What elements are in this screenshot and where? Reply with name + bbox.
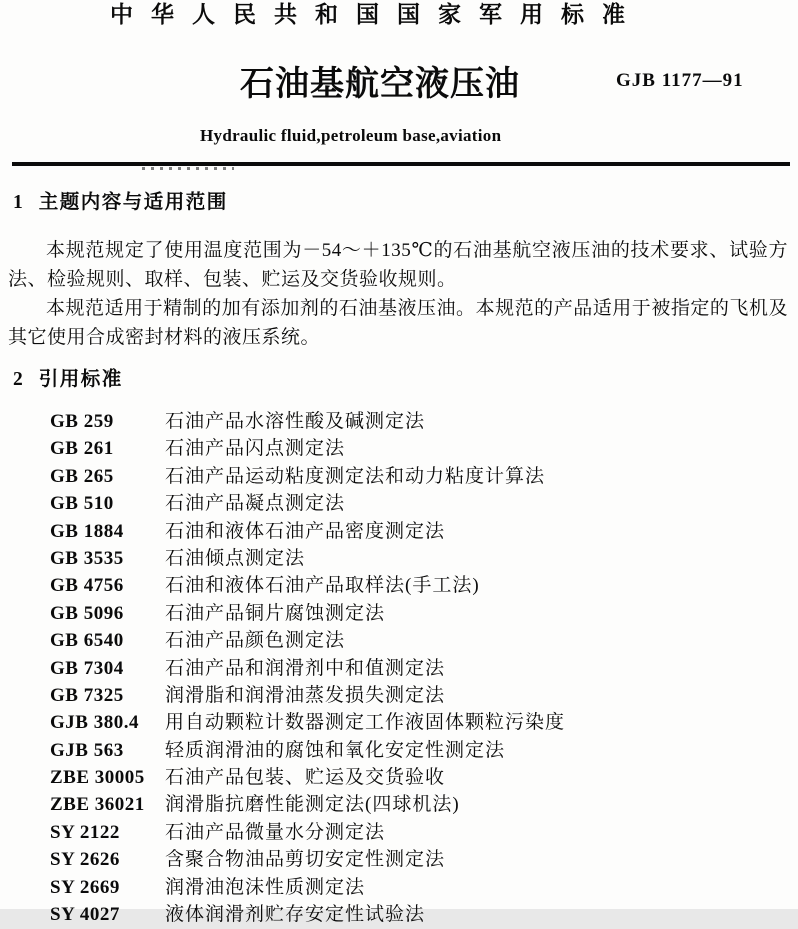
standard-code: GB 3535: [50, 547, 124, 569]
standard-list-item: [0, 846, 798, 873]
standard-code: GB 7325: [50, 684, 124, 706]
horizontal-rule: [12, 162, 790, 166]
standard-list-item: [0, 709, 798, 736]
section-2-number: 2: [13, 369, 23, 390]
standard-title: 石油产品颜色测定法: [165, 630, 346, 652]
standard-code: SY 4027: [50, 904, 120, 926]
standard-list-item: [0, 600, 798, 627]
section-1-number: 1: [13, 192, 23, 213]
standard-title: 用自动颗粒计数器测定工作液固体颗粒污染度: [165, 712, 566, 734]
standard-list-item: [0, 572, 798, 599]
standard-title: 石油产品水溶性酸及碱测定法: [165, 411, 426, 432]
standard-title: 石油产品凝点测定法: [165, 493, 346, 515]
standard-title: 石油和液体石油产品取样法(手工法): [165, 575, 480, 597]
standard-code: GB 265: [50, 465, 114, 487]
standard-code: GJB 563: [50, 739, 124, 761]
standard-code: GJB 380.4: [50, 712, 139, 734]
document-subtitle-english: Hydraulic fluid,petroleum base,aviation: [200, 126, 502, 145]
standard-code: ZBE 36021: [50, 794, 145, 816]
standard-code: GB 4756: [50, 575, 124, 597]
section-1-heading: [0, 185, 798, 214]
standard-list-item: [0, 737, 798, 764]
standard-code: GB 7304: [50, 657, 124, 679]
standard-code: GB 261: [50, 438, 114, 460]
standard-code: GB 1884: [50, 520, 124, 542]
standard-code: GB 6540: [50, 630, 124, 652]
standard-list-item: [0, 874, 798, 901]
standard-title: 石油产品闪点测定法: [165, 438, 346, 460]
scope-paragraph-1: 本规范规定了使用温度范围为－54～＋135℃的石油基航空液压油的技术要求、试验方法、检验规则、取样、包装、贮运及交货验收规则。: [8, 240, 788, 290]
document-title: 石油基航空液压油: [240, 65, 520, 103]
standard-title: 石油产品微量水分测定法: [165, 821, 386, 843]
standard-list-item: [0, 435, 798, 462]
referenced-standards-list: [0, 408, 798, 928]
standard-list-item: [0, 490, 798, 517]
standard-title: 石油产品和润滑剂中和值测定法: [165, 657, 446, 679]
standard-code: SY 2669: [50, 876, 120, 898]
standard-code: ZBE 30005: [50, 767, 145, 789]
standard-list-item: [0, 518, 798, 545]
section-2-heading: [0, 362, 798, 391]
standard-list-item: [0, 819, 798, 846]
standard-title: 石油产品运动粘度测定法和动力粘度计算法: [165, 465, 546, 487]
scan-artifact: [142, 167, 234, 170]
standard-list-item: [0, 655, 798, 682]
standard-list-item: [0, 627, 798, 654]
national-military-standard-header: 中华人民共和国国家军用标准: [110, 1, 643, 27]
standard-list-item: [0, 682, 798, 709]
standard-list-item: [0, 408, 798, 435]
standard-code: GB 510: [50, 493, 114, 515]
standard-code: SY 2122: [50, 821, 120, 843]
standard-code: GB 5096: [50, 602, 124, 624]
standard-title: 石油产品铜片腐蚀测定法: [165, 602, 386, 624]
standard-list-item: [0, 901, 798, 928]
standard-list-item: [0, 791, 798, 818]
standard-title: 石油产品包装、贮运及交货验收: [165, 767, 446, 789]
standard-list-item: [0, 545, 798, 572]
standard-list-item: [0, 463, 798, 490]
standard-list-item: [0, 764, 798, 791]
standard-title: 润滑油泡沫性质测定法: [165, 876, 366, 898]
standard-code: SY 2626: [50, 849, 120, 871]
section-2-title: 引用标准: [38, 368, 123, 390]
standard-title: 液体润滑剂贮存安定性试验法: [165, 904, 426, 926]
scope-paragraph-2: 本规范适用于精制的加有添加剂的石油基液压油。本规范的产品适用于被指定的飞机及其它使用合成密封材料的液压系统。: [8, 298, 788, 348]
standard-title: 石油倾点测定法: [165, 547, 306, 569]
standard-title: 润滑脂抗磨性能测定法(四球机法): [165, 794, 460, 816]
document-body: [0, 185, 798, 928]
standard-title: 含聚合物油品剪切安定性测定法: [165, 849, 446, 871]
section-1-title: 主题内容与适用范围: [38, 191, 228, 213]
standard-code: GB 259: [50, 411, 114, 432]
standard-title: 润滑脂和润滑油蒸发损失测定法: [165, 684, 446, 706]
standard-number: GJB 1177—91: [616, 70, 744, 91]
standard-title: 石油和液体石油产品密度测定法: [165, 520, 446, 542]
standard-title: 轻质润滑油的腐蚀和氧化安定性测定法: [165, 739, 506, 761]
